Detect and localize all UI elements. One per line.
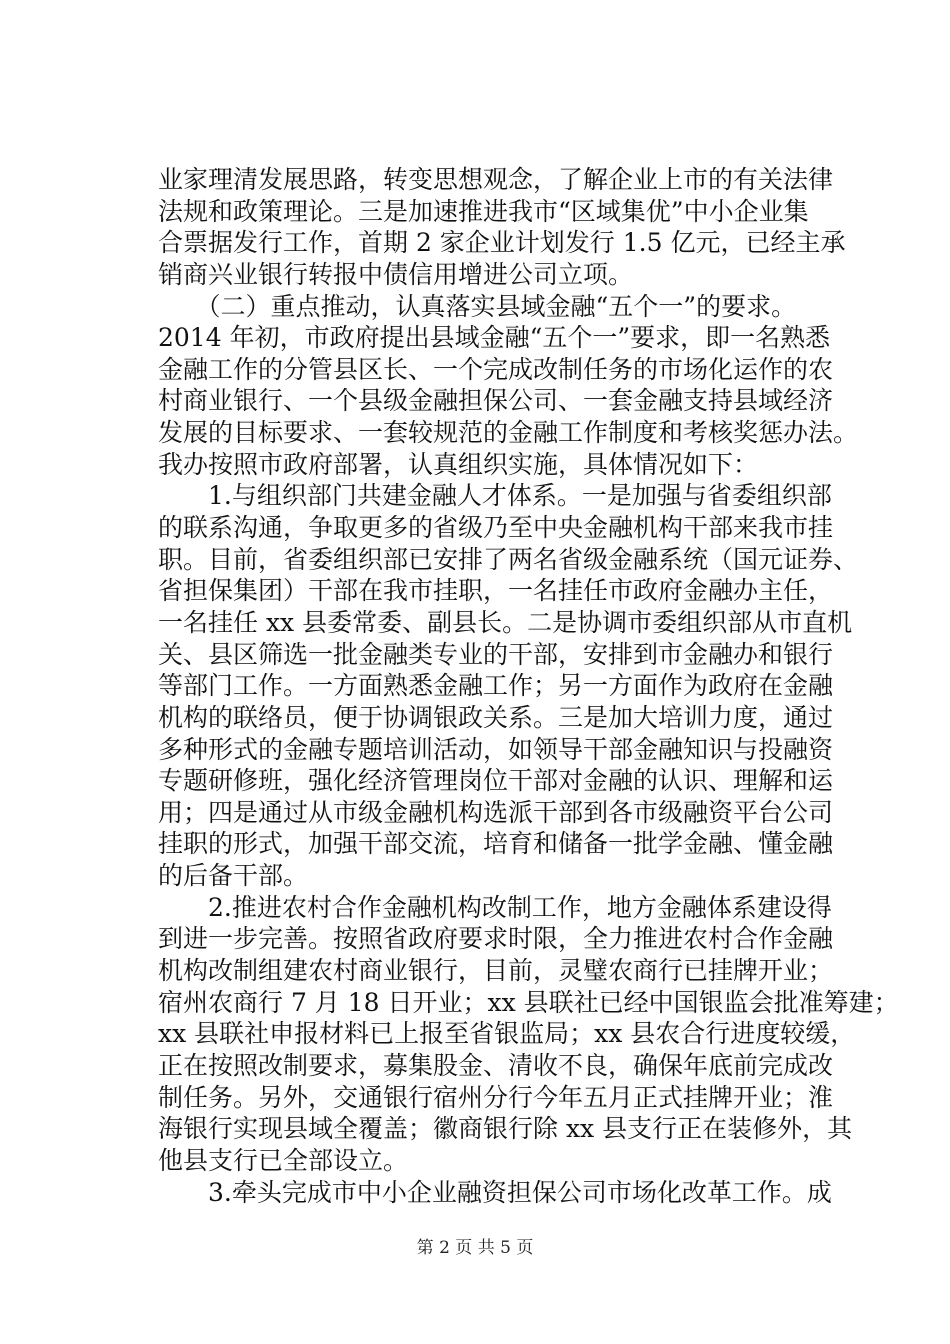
text-line: 到进一步完善。按照省政府要求时限，全力推进农村合作金融 [158, 924, 834, 954]
text-line: （二）重点推动，认真落实县域金融“五个一”的要求。 [158, 291, 797, 321]
text-line: 机构的联络员，便于协调银政关系。三是加大培训力度，通过 [158, 702, 834, 732]
text-line: 销商兴业银行转报中债信用增进公司立项。 [158, 259, 634, 289]
page-number-label: 第 2 页 共 5 页 [416, 1238, 534, 1258]
text-line: 我办按照市政府部署，认真组织实施，具体情况如下： [158, 449, 759, 479]
text-line: 多种形式的金融专题培训活动，如领导干部金融知识与投融资 [158, 734, 834, 764]
text-line: 用；四是通过从市级金融机构选派干部到各市级融资平台公司 [158, 797, 834, 827]
text-line: 专题研修班，强化经济管理岗位干部对金融的认识、理解和运 [158, 766, 834, 796]
text-line: 的后备干部。 [158, 861, 309, 891]
text-line: 省担保集团）干部在我市挂职，一名挂任市政府金融办主任， [158, 576, 834, 606]
text-line: 制任务。另外，交通银行宿州分行今年五月正式挂牌开业；淮 [158, 1082, 834, 1112]
text-line: 海银行实现县域全覆盖；徽商银行除 xx 县支行正在装修外，其 [158, 1114, 853, 1144]
text-line: 宿州农商行 7 月 18 日开业；xx 县联社已经中国银监会批准筹建； [158, 987, 899, 1017]
text-line: 法规和政策理论。三是加速推进我市“区域集优”中小企业集 [158, 196, 809, 226]
text-line: 发展的目标要求、一套较规范的金融工作制度和考核奖惩办法。 [158, 418, 859, 448]
text-line: 业家理清发展思路，转变思想观念，了解企业上市的有关法律 [158, 165, 834, 194]
text-line: 等部门工作。一方面熟悉金融工作；另一方面作为政府在金融 [158, 671, 834, 701]
text-line: 挂职的形式，加强干部交流，培育和储备一批学金融、懂金融 [158, 829, 834, 859]
text-line: 正在按照改制要求，募集股金、清收不良，确保年底前完成改 [158, 1050, 834, 1080]
text-line: 金融工作的分管县区长、一个完成改制任务的市场化运作的农 [158, 354, 834, 384]
text-line: 职。目前，省委组织部已安排了两名省级金融系统（国元证券、 [158, 544, 859, 574]
text-line: xx 县联社申报材料已上报至省银监局；xx 县农合行进度较缓， [158, 1019, 856, 1049]
page-footer [0, 1236, 950, 1260]
text-line: 2014 年初，市政府提出县域金融“五个一”要求，即一名熟悉 [158, 323, 831, 353]
text-line: 他县支行已全部设立。 [158, 1145, 409, 1175]
text-line: 3.牵头完成市中小企业融资担保公司市场化改革工作。成 [158, 1177, 832, 1207]
text-line: 关、县区筛选一批金融类专业的干部，安排到市金融办和银行 [158, 639, 834, 669]
text-line: 2.推进农村合作金融机构改制工作，地方金融体系建设得 [158, 892, 832, 922]
text-line: 1.与组织部门共建金融人才体系。一是加强与省委组织部 [158, 481, 832, 511]
text-line: 一名挂任 xx 县委常委、副县长。二是协调市委组织部从市直机 [158, 607, 853, 637]
text-line: 村商业银行、一个县级金融担保公司、一套金融支持县域经济 [158, 386, 834, 416]
text-line: 机构改制组建农村商业银行，目前，灵璧农商行已挂牌开业； [158, 956, 834, 986]
text-line: 的联系沟通，争取更多的省级乃至中央金融机构干部来我市挂 [158, 513, 834, 543]
text-line: 合票据发行工作，首期 2 家企业计划发行 1.5 亿元，已经主承 [158, 228, 846, 258]
body-text [158, 164, 899, 1208]
